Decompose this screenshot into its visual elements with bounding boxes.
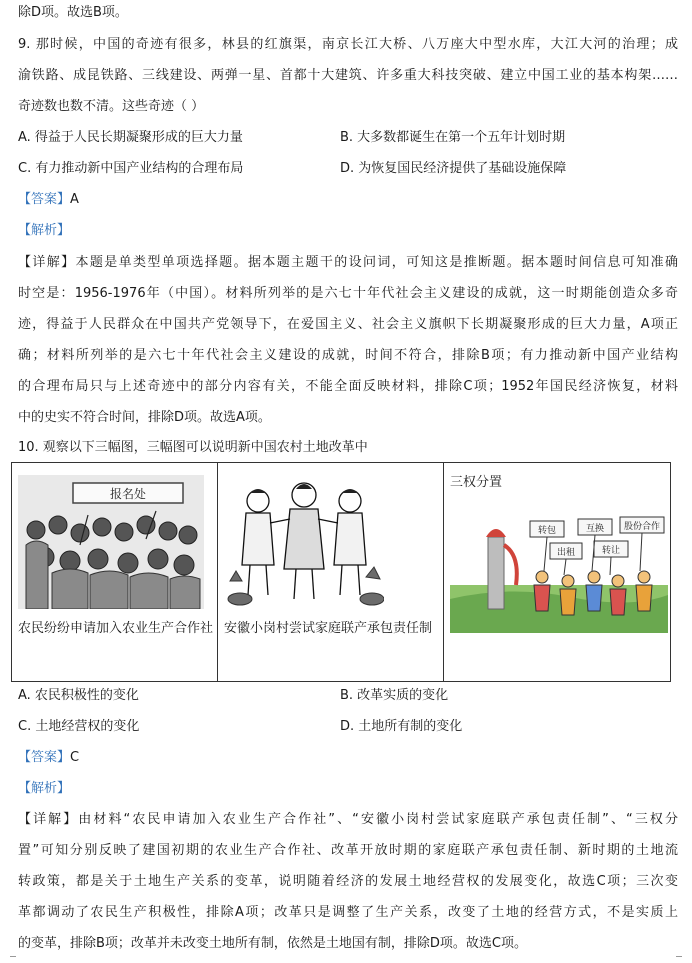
detail-tag: 【详解】 [18, 812, 79, 827]
q9-option-d: D. 为恢复国民经济提供了基础设施保障 [340, 161, 567, 176]
q10-stem: 10. 观察以下三幅图，三幅图可以说明新中国农村土地改革中 [18, 440, 368, 455]
q9-analysis-heading [18, 221, 678, 241]
answer-value: C [70, 750, 80, 765]
sign-exchange: 互换 [585, 524, 605, 534]
table-cell-cooperative [12, 463, 217, 681]
sign-share: 股份合作 [623, 522, 661, 532]
previous-answer-tail: 除D项。故选B项。 [18, 5, 128, 20]
answer-tag: 【答案】 [18, 750, 71, 765]
q9-detail-line-1 [18, 253, 678, 273]
table-cell-three-rights [443, 463, 670, 681]
detail-text: 由材料“农民申请加入农业生产合作社”、“安徽小岗村尝试家庭联产承包责任制”、“三权分 [78, 812, 678, 827]
q10-detail-line-1 [18, 810, 678, 830]
q9-detail-line-6: 中的史实不符合时间，排除D项。故选A项。 [18, 410, 271, 425]
sign-transfer: 转包 [537, 526, 557, 536]
q10-image-table [11, 462, 671, 682]
q9-detail-line-3: 迹，得益于人民群众在中国共产党领导下，在爱国主义、社会主义旗帜下长期凝聚形成的巨大力量，A项正 [18, 317, 678, 332]
q10-option-d: D. 土地所有制的变化 [340, 719, 463, 734]
xiaogang-illustration [226, 473, 384, 611]
q9-stem-line-1: 9. 那时候，中国的奇迹有很多，林县的红旗渠，南京长江大桥、八万座大中型水库，大江大河的治理；成 [18, 37, 678, 52]
sign-assign: 转让 [601, 546, 621, 556]
sign-lease: 出租 [556, 548, 576, 558]
cooperative-illustration [18, 475, 204, 609]
q9-option-a: A. 得益于人民长期凝聚形成的巨大力量 [18, 130, 243, 145]
q10-detail-line-2: 置”可知分别反映了建国初期的农业生产合作社、改革开放时期的家庭联产承包责任制、新时期的土地流 [18, 843, 678, 858]
q9-detail-line-5: 的合理布局只与上述奇迹中的部分内容有关，不能全面反映材料，排除C项；1952年国民经济恢复，材料 [18, 379, 678, 394]
q10-option-c: C. 土地经营权的变化 [18, 719, 140, 734]
q10-detail-line-5: 的变革，排除B项；改革并未改变土地所有制，依然是土地国有制，排除D项。故选C项。 [18, 936, 528, 951]
q9-stem-line-2: 渝铁路、成昆铁路、三线建设、两弹一星、首都十大建筑、许多重大科技突破、建立中国工业的基本构架…… [18, 68, 678, 83]
page-bottom-marks [0, 956, 692, 958]
q9-detail-line-2: 时空是：1956-1976年（中国）。材料所列举的是六七十年代社会主义建设的成就，这一时期能创造众多奇 [18, 286, 678, 301]
three-rights-sketch [450, 515, 668, 633]
answer-value: A [70, 192, 79, 207]
analysis-tag: 【解析】 [18, 781, 71, 796]
banner-text: 报名处 [109, 487, 147, 501]
table-cell-xiaogang [217, 463, 443, 681]
answer-tag: 【答案】 [18, 192, 71, 207]
q10-option-b: B. 改革实质的变化 [340, 688, 449, 703]
q10-detail-line-4: 革都调动了农民生产积极性，排除A项；改革只是调整了生产关系，改变了土地的经营方式，不是实质上 [18, 905, 678, 920]
q10-answer [18, 748, 678, 768]
q9-option-c: C. 有力推动新中国产业结构的合理布局 [18, 161, 244, 176]
q10-analysis-heading [18, 779, 678, 799]
detail-tag: 【详解】 [18, 255, 76, 270]
three-rights-illustration [450, 515, 668, 633]
q9-answer [18, 190, 678, 210]
cooperative-sketch [18, 475, 204, 609]
cell-caption: 三权分置 [450, 475, 503, 490]
analysis-tag: 【解析】 [18, 223, 71, 238]
q9-detail-line-4: 确；材料所列举的是六七十年代社会主义建设的成就，时间不符合，排除B项；有力推动新中国产业结构 [18, 348, 678, 363]
q10-detail-line-3: 转政策，都是关于土地生产关系的变革，说明随着经济的发展土地经营权的发展变化，故选C项；三次变 [18, 874, 678, 889]
cell-caption: 农民纷纷申请加入农业生产合作社 [18, 621, 214, 636]
xiaogang-sketch [226, 473, 384, 611]
cell-caption: 安徽小岗村尝试家庭联产承包责任制 [224, 621, 433, 636]
q9-option-b: B. 大多数都诞生在第一个五年计划时期 [340, 130, 566, 145]
q9-stem-line-3: 奇迹数也数不清。这些奇迹（ ） [18, 99, 205, 114]
q10-option-a: A. 农民积极性的变化 [18, 688, 139, 703]
detail-text: 本题是单类型单项选择题。据本题主题干的设问词，可知这是推断题。据本题时间信息可知准确 [75, 255, 678, 270]
